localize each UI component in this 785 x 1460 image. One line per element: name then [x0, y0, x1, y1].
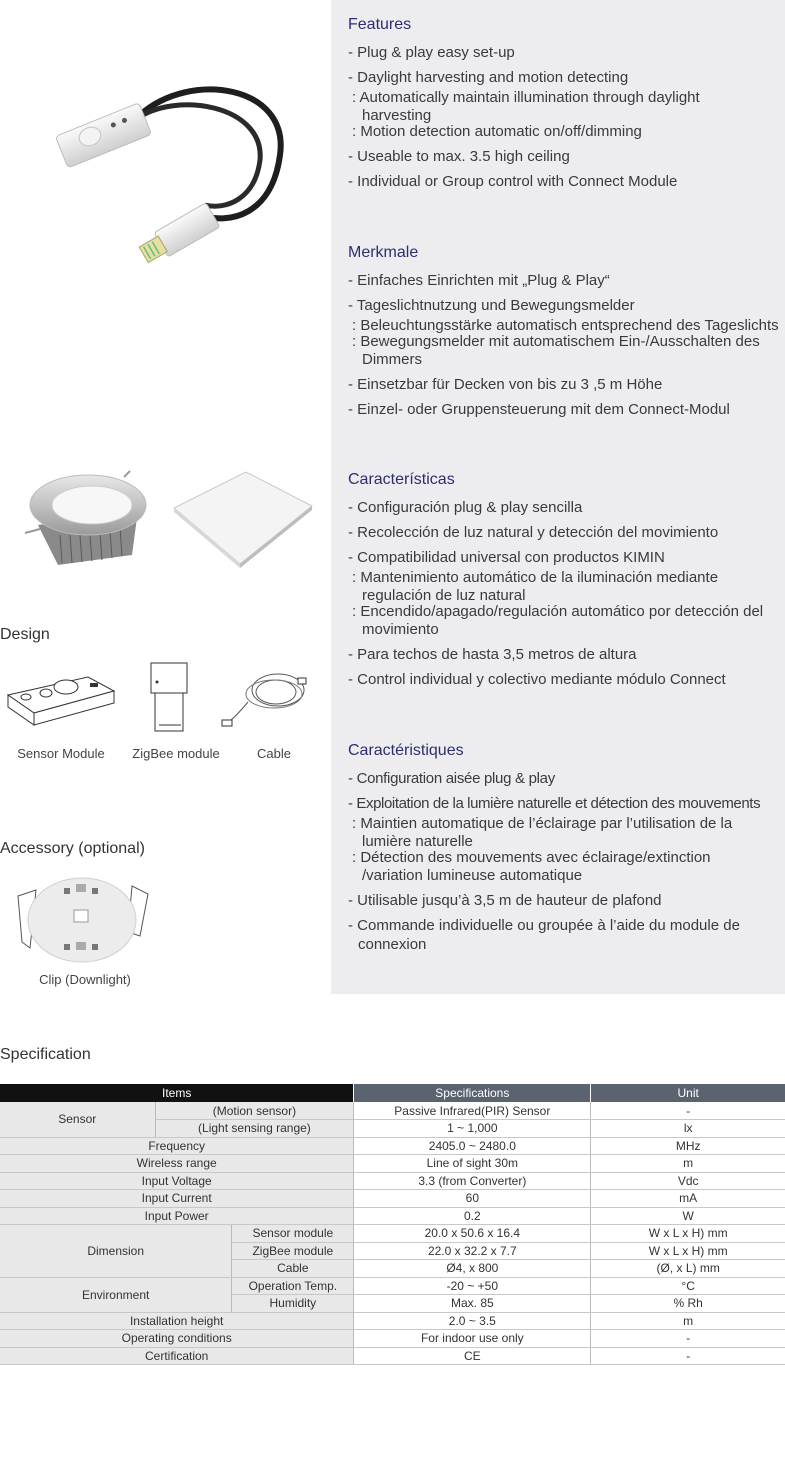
features-de-title: Merkmale [348, 244, 419, 261]
spec-label: Input Voltage [0, 1172, 354, 1190]
spec-value: Passive Infrared(PIR) Sensor [354, 1102, 591, 1120]
table-row [0, 1190, 785, 1208]
spec-unit: W x L x H) mm [591, 1242, 785, 1260]
spec-unit: °C [591, 1277, 785, 1295]
feature-en-2b: : Motion detection automatic on/off/dimming [352, 123, 642, 140]
feature-de-2b: : Bewegungsmelder mit automatischem Ein-/Ausschalten des Dimmers [352, 333, 760, 368]
spec-header-unit: Unit [591, 1084, 785, 1102]
spec-unit: - [591, 1347, 785, 1365]
specification-table [0, 1084, 785, 1365]
feature-de-2a: : Beleuchtungsstärke automatisch entsprechend des Tageslichts [352, 317, 779, 334]
spec-unit: % Rh [591, 1295, 785, 1313]
table-row [0, 1102, 785, 1120]
table-row [0, 1137, 785, 1155]
spec-value: 1 ~ 1,000 [354, 1120, 591, 1138]
spec-sub-label: Sensor module [232, 1225, 354, 1243]
spec-value: 20.0 x 50.6 x 16.4 [354, 1225, 591, 1243]
features-es-title: Características [348, 471, 455, 488]
feature-en-4: - Individual or Group control with Connect Module [348, 173, 678, 190]
cable-drawing [218, 662, 313, 732]
spec-header-specifications: Specifications [354, 1084, 591, 1102]
feature-fr-4: - Commande individuelle ou groupée à l’aide du module de connexion [348, 917, 740, 953]
feature-de-1: - Einfaches Einrichten mit „Plug & Play“ [348, 272, 610, 289]
spec-unit: W [591, 1207, 785, 1225]
feature-es-2: - Recolección de luz natural y detección del movimiento [348, 524, 719, 541]
spec-label: Frequency [0, 1137, 354, 1155]
spec-sub-label: Humidity [232, 1295, 354, 1313]
spec-unit: - [591, 1102, 785, 1120]
spec-value: Line of sight 30m [354, 1155, 591, 1173]
spec-value: For indoor use only [354, 1330, 591, 1348]
spec-value: 3.3 (from Converter) [354, 1172, 591, 1190]
features-de [348, 244, 785, 425]
spec-environment-label: Environment [0, 1277, 232, 1312]
table-row [0, 1277, 785, 1295]
spec-sub-label: (Light sensing range) [155, 1120, 354, 1138]
spec-sub-label: ZigBee module [232, 1242, 354, 1260]
spec-unit: Vdc [591, 1172, 785, 1190]
spec-unit: - [591, 1330, 785, 1348]
table-row [0, 1347, 785, 1365]
feature-de-3: - Einsetzbar für Decken von bis zu 3 ,5 m Höhe [348, 376, 663, 393]
feature-es-4: - Para techos de hasta 3,5 metros de altura [348, 646, 637, 663]
spec-value: 2405.0 ~ 2480.0 [354, 1137, 591, 1155]
design-caption-zigbee-module: ZigBee module [132, 746, 220, 761]
feature-fr-2: - Exploitation de la lumière naturelle et détection des mouvements [348, 795, 761, 812]
spec-label: Input Current [0, 1190, 354, 1208]
spec-unit: mA [591, 1190, 785, 1208]
feature-en-2a: : Automatically maintain illumination through daylight harvesting [352, 89, 700, 124]
spec-sub-label: (Motion sensor) [155, 1102, 354, 1120]
spec-label: Operating conditions [0, 1330, 354, 1348]
table-row [0, 1207, 785, 1225]
design-caption-cable: Cable [257, 746, 291, 761]
feature-de-2: - Tageslichtnutzung und Bewegungsmelder [348, 297, 635, 314]
spec-label: Installation height [0, 1312, 354, 1330]
spec-value: Max. 85 [354, 1295, 591, 1313]
spec-value: CE [354, 1347, 591, 1365]
spec-label: Wireless range [0, 1155, 354, 1173]
spec-value: Ø4, x 800 [354, 1260, 591, 1278]
downlight-image [20, 465, 150, 580]
features-en-title: Features [348, 16, 412, 33]
spec-header-row [0, 1084, 785, 1102]
features-fr [348, 742, 785, 960]
sensor-module-drawing [2, 663, 117, 733]
feature-fr-2a: : Maintien automatique de l’éclairage par l’utilisation de la lumière naturelle [352, 815, 733, 850]
feature-es-1: - Configuración plug & play sencilla [348, 499, 583, 516]
table-row [0, 1312, 785, 1330]
feature-fr-1: - Configuration aisée plug & play [348, 770, 555, 787]
flat-panel-image [170, 468, 315, 568]
spec-dimension-label: Dimension [0, 1225, 232, 1278]
zigbee-module-drawing [145, 660, 195, 735]
spec-value: 2.0 ~ 3.5 [354, 1312, 591, 1330]
feature-en-1: - Plug & play easy set-up [348, 44, 515, 61]
spec-label: Input Power [0, 1207, 354, 1225]
design-caption-sensor-module: Sensor Module [17, 746, 105, 761]
spec-value: -20 ~ +50 [354, 1277, 591, 1295]
design-title: Design [0, 626, 50, 643]
spec-unit: MHz [591, 1137, 785, 1155]
table-row [0, 1330, 785, 1348]
product-sensor-with-cable-image [40, 75, 300, 275]
feature-es-3a: : Mantenimiento automático de la iluminación mediante regulación de luz natural [352, 569, 719, 604]
features-en [348, 16, 785, 197]
table-row [0, 1225, 785, 1243]
feature-fr-3: - Utilisable jusqu’à 3,5 m de hauteur de plafond [348, 892, 662, 909]
feature-de-4: - Einzel- oder Gruppensteuerung mit dem Connect-Modul [348, 401, 730, 418]
spec-value: 0.2 [354, 1207, 591, 1225]
accessory-caption: Clip (Downlight) [39, 972, 131, 987]
table-row [0, 1172, 785, 1190]
spec-unit: m [591, 1312, 785, 1330]
feature-fr-2b: : Détection des mouvements avec éclairage/extinction /variation lumineuse automatique [352, 849, 711, 884]
table-row [0, 1155, 785, 1173]
spec-sub-label: Cable [232, 1260, 354, 1278]
features-es [348, 471, 785, 695]
spec-value: 22.0 x 32.2 x 7.7 [354, 1242, 591, 1260]
feature-es-5: - Control individual y colectivo mediante módulo Connect [348, 671, 726, 688]
feature-es-3: - Compatibilidad universal con productos KIMIN [348, 549, 665, 566]
spec-sensor-label: Sensor [0, 1102, 155, 1137]
spec-unit: W x L x H) mm [591, 1225, 785, 1243]
features-fr-title: Caractéristiques [348, 742, 464, 759]
accessory-title: Accessory (optional) [0, 840, 145, 857]
feature-en-2: - Daylight harvesting and motion detecting [348, 69, 629, 86]
clip-downlight-image [16, 876, 151, 968]
spec-label: Certification [0, 1347, 354, 1365]
spec-unit: lx [591, 1120, 785, 1138]
spec-value: 60 [354, 1190, 591, 1208]
feature-es-3b: : Encendido/apagado/regulación automático por detección del movimiento [352, 603, 764, 638]
feature-en-3: - Useable to max. 3.5 high ceiling [348, 148, 570, 165]
spec-sub-label: Operation Temp. [232, 1277, 354, 1295]
spec-unit: (Ø, x L) mm [591, 1260, 785, 1278]
spec-header-items: Items [0, 1084, 354, 1102]
specification-title: Specification [0, 1046, 91, 1063]
spec-unit: m [591, 1155, 785, 1173]
